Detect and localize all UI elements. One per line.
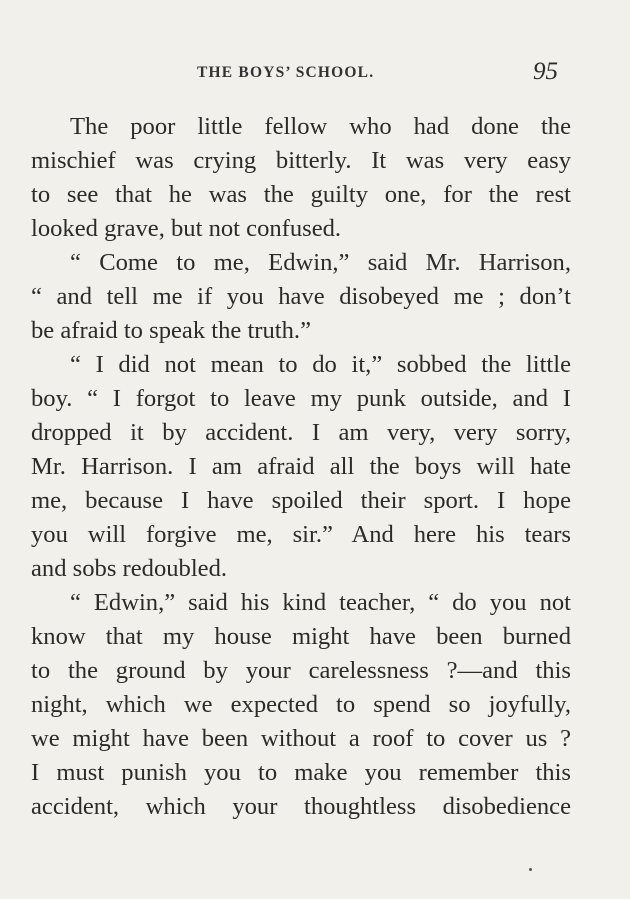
text-line: dropped it by accident. I am very, very sorry, [31,419,571,446]
text-line: boy. “ I forgot to leave my punk outside, and I [31,385,571,412]
text-line: to the ground by your carelessness ?—and this [31,657,571,684]
text-line: “ and tell me if you have disobeyed me ; don’t [31,283,571,310]
text-line: I must punish you to make you remember this [31,759,571,786]
text-line: The poor little fellow who had done the [70,113,571,140]
text-line: to see that he was the guilty one, for the rest [31,181,571,208]
text-line: “ Edwin,” said his kind teacher, “ do you not [70,589,571,616]
text-line: mischief was crying bitterly. It was very easy [31,147,571,174]
running-head-title: THE BOYS’ SCHOOL. [197,64,375,81]
ink-speck [529,868,532,871]
text-line: looked grave, but not confused. [31,215,342,242]
text-line: night, which we expected to spend so joyfully, [31,691,571,718]
text-line: be afraid to speak the truth.” [31,317,311,344]
page-number: 95 [533,58,558,85]
text-line: and sobs redoubled. [31,555,228,582]
text-line: Mr. Harrison. I am afraid all the boys will hate [31,453,571,480]
text-line: know that my house might have been burned [31,623,571,650]
text-line: we might have been without a roof to cover us ? [31,725,571,752]
text-line: you will forgive me, sir.” And here his tears [31,521,571,548]
text-line: accident, which your thoughtless disobedience [31,793,571,820]
text-line: “ Come to me, Edwin,” said Mr. Harrison, [70,249,571,276]
text-line: me, because I have spoiled their sport. I hope [31,487,571,514]
text-line: “ I did not mean to do it,” sobbed the little [70,351,571,378]
